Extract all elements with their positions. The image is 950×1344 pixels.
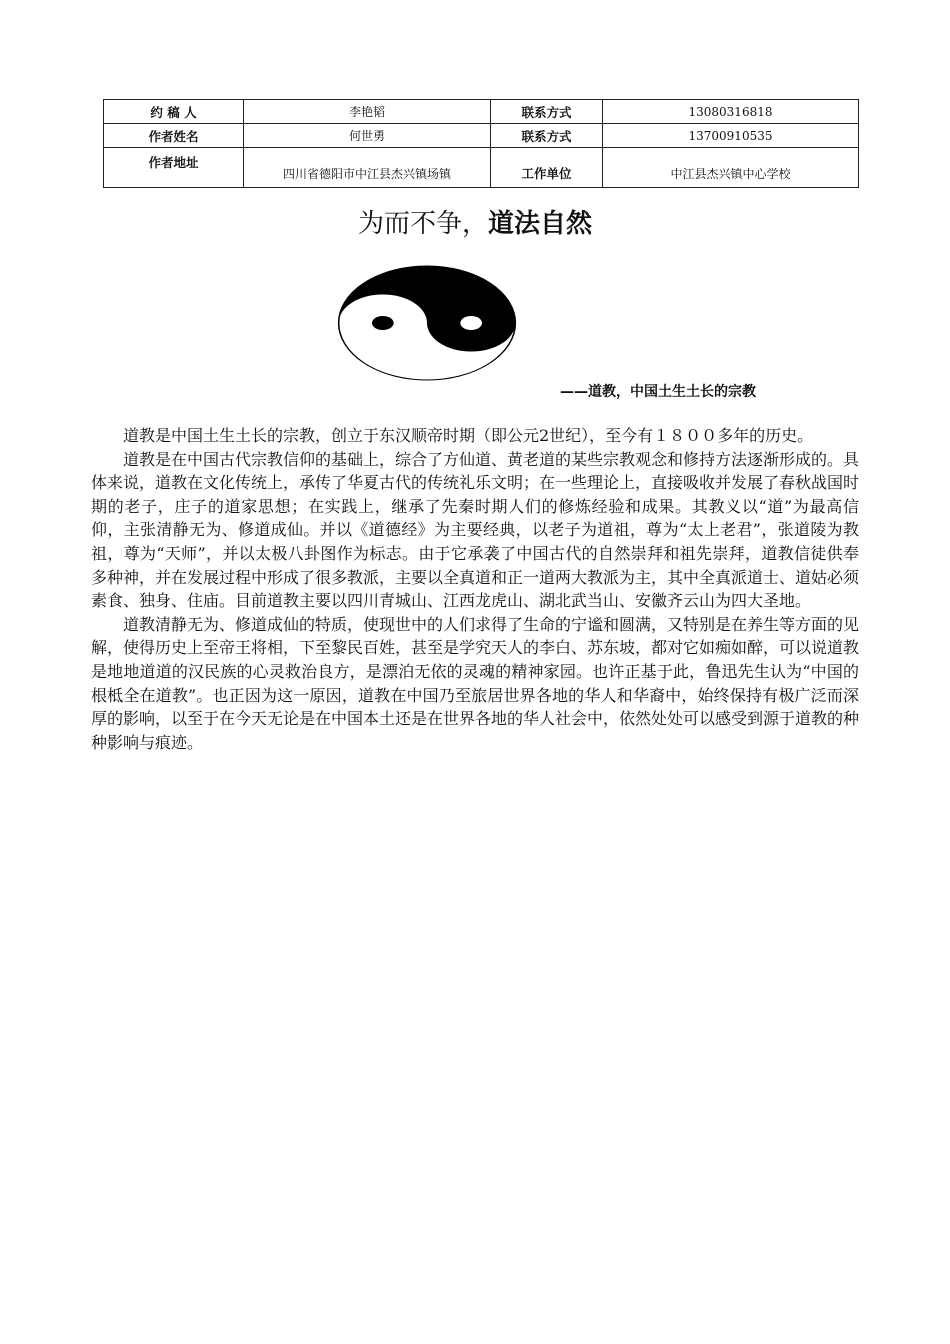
info-row-author-address	[104, 148, 859, 188]
author-name-label: 作者姓名	[104, 124, 244, 148]
title-bold: 道法自然	[488, 209, 593, 239]
contact-person-phone: 13080316818	[603, 100, 859, 124]
author-address-label: 作者地址	[104, 148, 244, 188]
workplace-value: 中江县杰兴镇中心学校	[603, 148, 859, 188]
yin-yang-icon	[336, 264, 518, 382]
author-address-value: 四川省德阳市中江县杰兴镇场镇	[244, 148, 491, 188]
author-name-value: 何世勇	[244, 124, 491, 148]
contact-person-label: 约 稿 人	[104, 100, 244, 124]
author-phone: 13700910535	[603, 124, 859, 148]
paragraph: 道教清静无为、修道成仙的特质，使现世中的人们求得了生命的宁谧和圆满，又特别是在养生等方面的见解，使得历史上至帝王将相，下至黎民百姓，甚至是学究天人的李白、苏东坡，都对它如痴如醉，可以说道教是地地道道的汉民族的心灵救治良方，是漂泊无依的灵魂的精神家园。也许正基于此，鲁迅先生认为“中国的根柢全在道教”。也正因为这一原因，道教在中国乃至旅居世界各地的华人和华裔中，始终保持有极广泛而深厚的影响，以至于在今天无论是在中国本土还是在世界各地的华人社会中，依然处处可以感受到源于道教的种种影响与痕迹。	[91, 614, 860, 752]
contact-person-value: 李艳韬	[244, 100, 491, 124]
title-plain: 为而不争，	[357, 209, 488, 239]
image-caption: ——道教，中国土生土长的宗教	[560, 384, 756, 400]
article-body	[91, 424, 859, 754]
contact-method-label: 联系方式	[491, 100, 603, 124]
paragraph: 道教是在中国古代宗教信仰的基础上，综合了方仙道、黄老道的某些宗教观念和修持方法逐渐形成的。具体来说，道教在文化传统上，承传了华夏古代的传统礼乐文明；在一些理论上，直接吸收并发展了春秋战国时期的老子，庄子的道家思想；在实践上，继承了先秦时期人们的修炼经验和成果。其教义以“道”为最高信仰，主张清静无为、修道成仙。并以《道德经》为主要经典，以老子为道祖，尊为“太上老君”，张道陵为教祖，尊为“天师”，并以太极八卦图作为标志。由于它承袭了中国古代的自然崇拜和祖先崇拜，道教信徒供奉多种神，并在发展过程中形成了很多教派，主要以全真道和正一道两大教派为主，其中全真派道士、道姑必须素食、独身、住庙。目前道教主要以四川青城山、江西龙虎山、湖北武当山、安徽齐云山为四大圣地。	[91, 449, 860, 611]
author-info-table	[103, 99, 859, 188]
author-contact-label: 联系方式	[491, 124, 603, 148]
workplace-label: 工作单位	[491, 148, 603, 188]
info-row-author-name	[104, 124, 859, 148]
article-title	[0, 204, 950, 244]
info-row-contact-person	[104, 100, 859, 124]
paragraph: 道教是中国土生土长的宗教，创立于东汉顺帝时期（即公元2世纪），至今有１８００多年的历史。	[123, 426, 814, 445]
